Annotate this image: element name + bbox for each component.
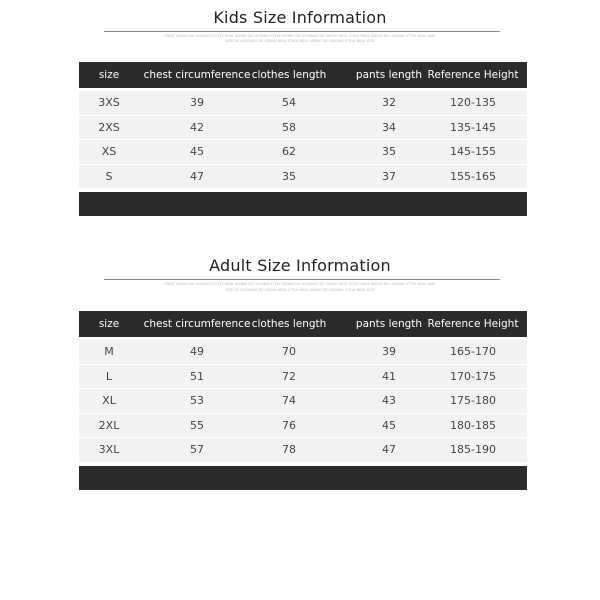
cell-clothes-length: 74 [282, 394, 296, 407]
table-row [79, 365, 527, 390]
cell-chest: 57 [190, 443, 204, 456]
header-reference-height: Reference Height [427, 69, 519, 81]
kids-title-rule [104, 31, 500, 32]
cell-reference-height: 180-185 [450, 418, 496, 432]
cell-chest: 55 [190, 418, 204, 432]
cell-pants-length: 37 [382, 169, 396, 183]
cell-chest: 42 [190, 120, 204, 134]
cell-size: 3XS [98, 96, 120, 109]
cell-clothes-length: 35 [282, 169, 296, 183]
cell-pants-length: 45 [382, 418, 396, 432]
kids-section-title: Kids Size Information [213, 8, 387, 27]
cell-size: L [105, 369, 113, 383]
table-row [79, 140, 527, 165]
cell-clothes-length: 72 [282, 369, 296, 383]
cell-clothes-length: 78 [282, 443, 296, 456]
table-row [79, 91, 527, 116]
cell-chest: 47 [190, 169, 204, 183]
cell-size: 3XL [98, 443, 120, 456]
adult-title-rule [104, 279, 500, 280]
table-row [79, 165, 527, 190]
cell-clothes-length: 76 [282, 418, 296, 432]
table-row [79, 340, 527, 365]
cell-reference-height: 145-155 [450, 145, 496, 158]
adult-fine-print-line-1: PRICE SIZING DE LESSINGS STYLE REAL SIZING DE LESSING STYLE SIZING DE LESSINGS DE SIZING REAL STYLE REAL SIZING DE LESSING STYLE REAL SIZE [164, 282, 436, 286]
cell-clothes-length: 58 [282, 120, 296, 134]
header-pants-length: pants length [355, 318, 423, 330]
cell-reference-height: 120-135 [450, 96, 496, 109]
cell-size: XS [101, 145, 117, 158]
cell-pants-length: 47 [382, 443, 396, 456]
table-row [79, 116, 527, 141]
header-size: size [98, 69, 120, 81]
cell-pants-length: 39 [382, 345, 396, 358]
cell-pants-length: 32 [382, 96, 396, 109]
table-row [79, 414, 527, 439]
cell-chest: 51 [190, 369, 204, 383]
header-clothes-length: clothes length [251, 69, 327, 81]
header-chest-circumference: chest circumference [143, 69, 251, 81]
cell-reference-height: 170-175 [450, 369, 496, 383]
adult-table-header [79, 311, 527, 337]
cell-pants-length: 34 [382, 120, 396, 134]
adult-fine-print-line-2: SIZE DE LESSINGS DE SIZING REAL STYLE REAL SIZING DE LESSING STYLE REAL SIZE [225, 288, 375, 292]
header-size: size [98, 318, 120, 330]
kids-size-table [79, 62, 527, 216]
cell-reference-height: 135-145 [450, 120, 496, 134]
cell-pants-length: 43 [382, 394, 396, 407]
cell-clothes-length: 70 [282, 345, 296, 358]
cell-clothes-length: 54 [282, 96, 296, 109]
cell-chest: 49 [190, 345, 204, 358]
header-reference-height: Reference Height [427, 318, 519, 330]
cell-reference-height: 155-165 [450, 169, 496, 183]
adult-section-title: Adult Size Information [209, 256, 391, 275]
cell-size: XL [102, 394, 116, 407]
cell-size: S [105, 169, 113, 183]
kids-table-footer-bar [79, 192, 527, 216]
cell-pants-length: 41 [382, 369, 396, 383]
cell-size: 2XS [98, 120, 120, 134]
kids-fine-print-line-2: SIZE DE LESSINGS DE SIZING REAL STYLE REAL SIZING DE LESSING STYLE REAL SIZE [225, 39, 375, 43]
table-row [79, 389, 527, 414]
header-clothes-length: clothes length [251, 318, 327, 330]
header-chest-circumference: chest circumference [143, 318, 251, 330]
cell-pants-length: 35 [382, 145, 396, 158]
cell-size: 2XL [98, 418, 120, 432]
cell-chest: 45 [190, 145, 204, 158]
cell-size: M [104, 345, 114, 358]
cell-chest: 53 [190, 394, 204, 407]
adult-table-footer-bar [79, 466, 527, 490]
header-pants-length: pants length [355, 69, 423, 81]
kids-table-header [79, 62, 527, 88]
cell-reference-height: 185-190 [450, 443, 496, 456]
cell-reference-height: 165-170 [450, 345, 496, 358]
cell-clothes-length: 62 [282, 145, 296, 158]
table-row [79, 438, 527, 463]
cell-chest: 39 [190, 96, 204, 109]
adult-size-table [79, 311, 527, 490]
kids-fine-print-line-1: PRICE SIZING DE LESSINGS STYLE REAL SIZING DE LESSING STYLE SIZING DE LESSINGS DE SIZING REAL STYLE REAL SIZING DE LESSING STYLE REAL SIZE [164, 34, 436, 38]
cell-reference-height: 175-180 [450, 394, 496, 407]
